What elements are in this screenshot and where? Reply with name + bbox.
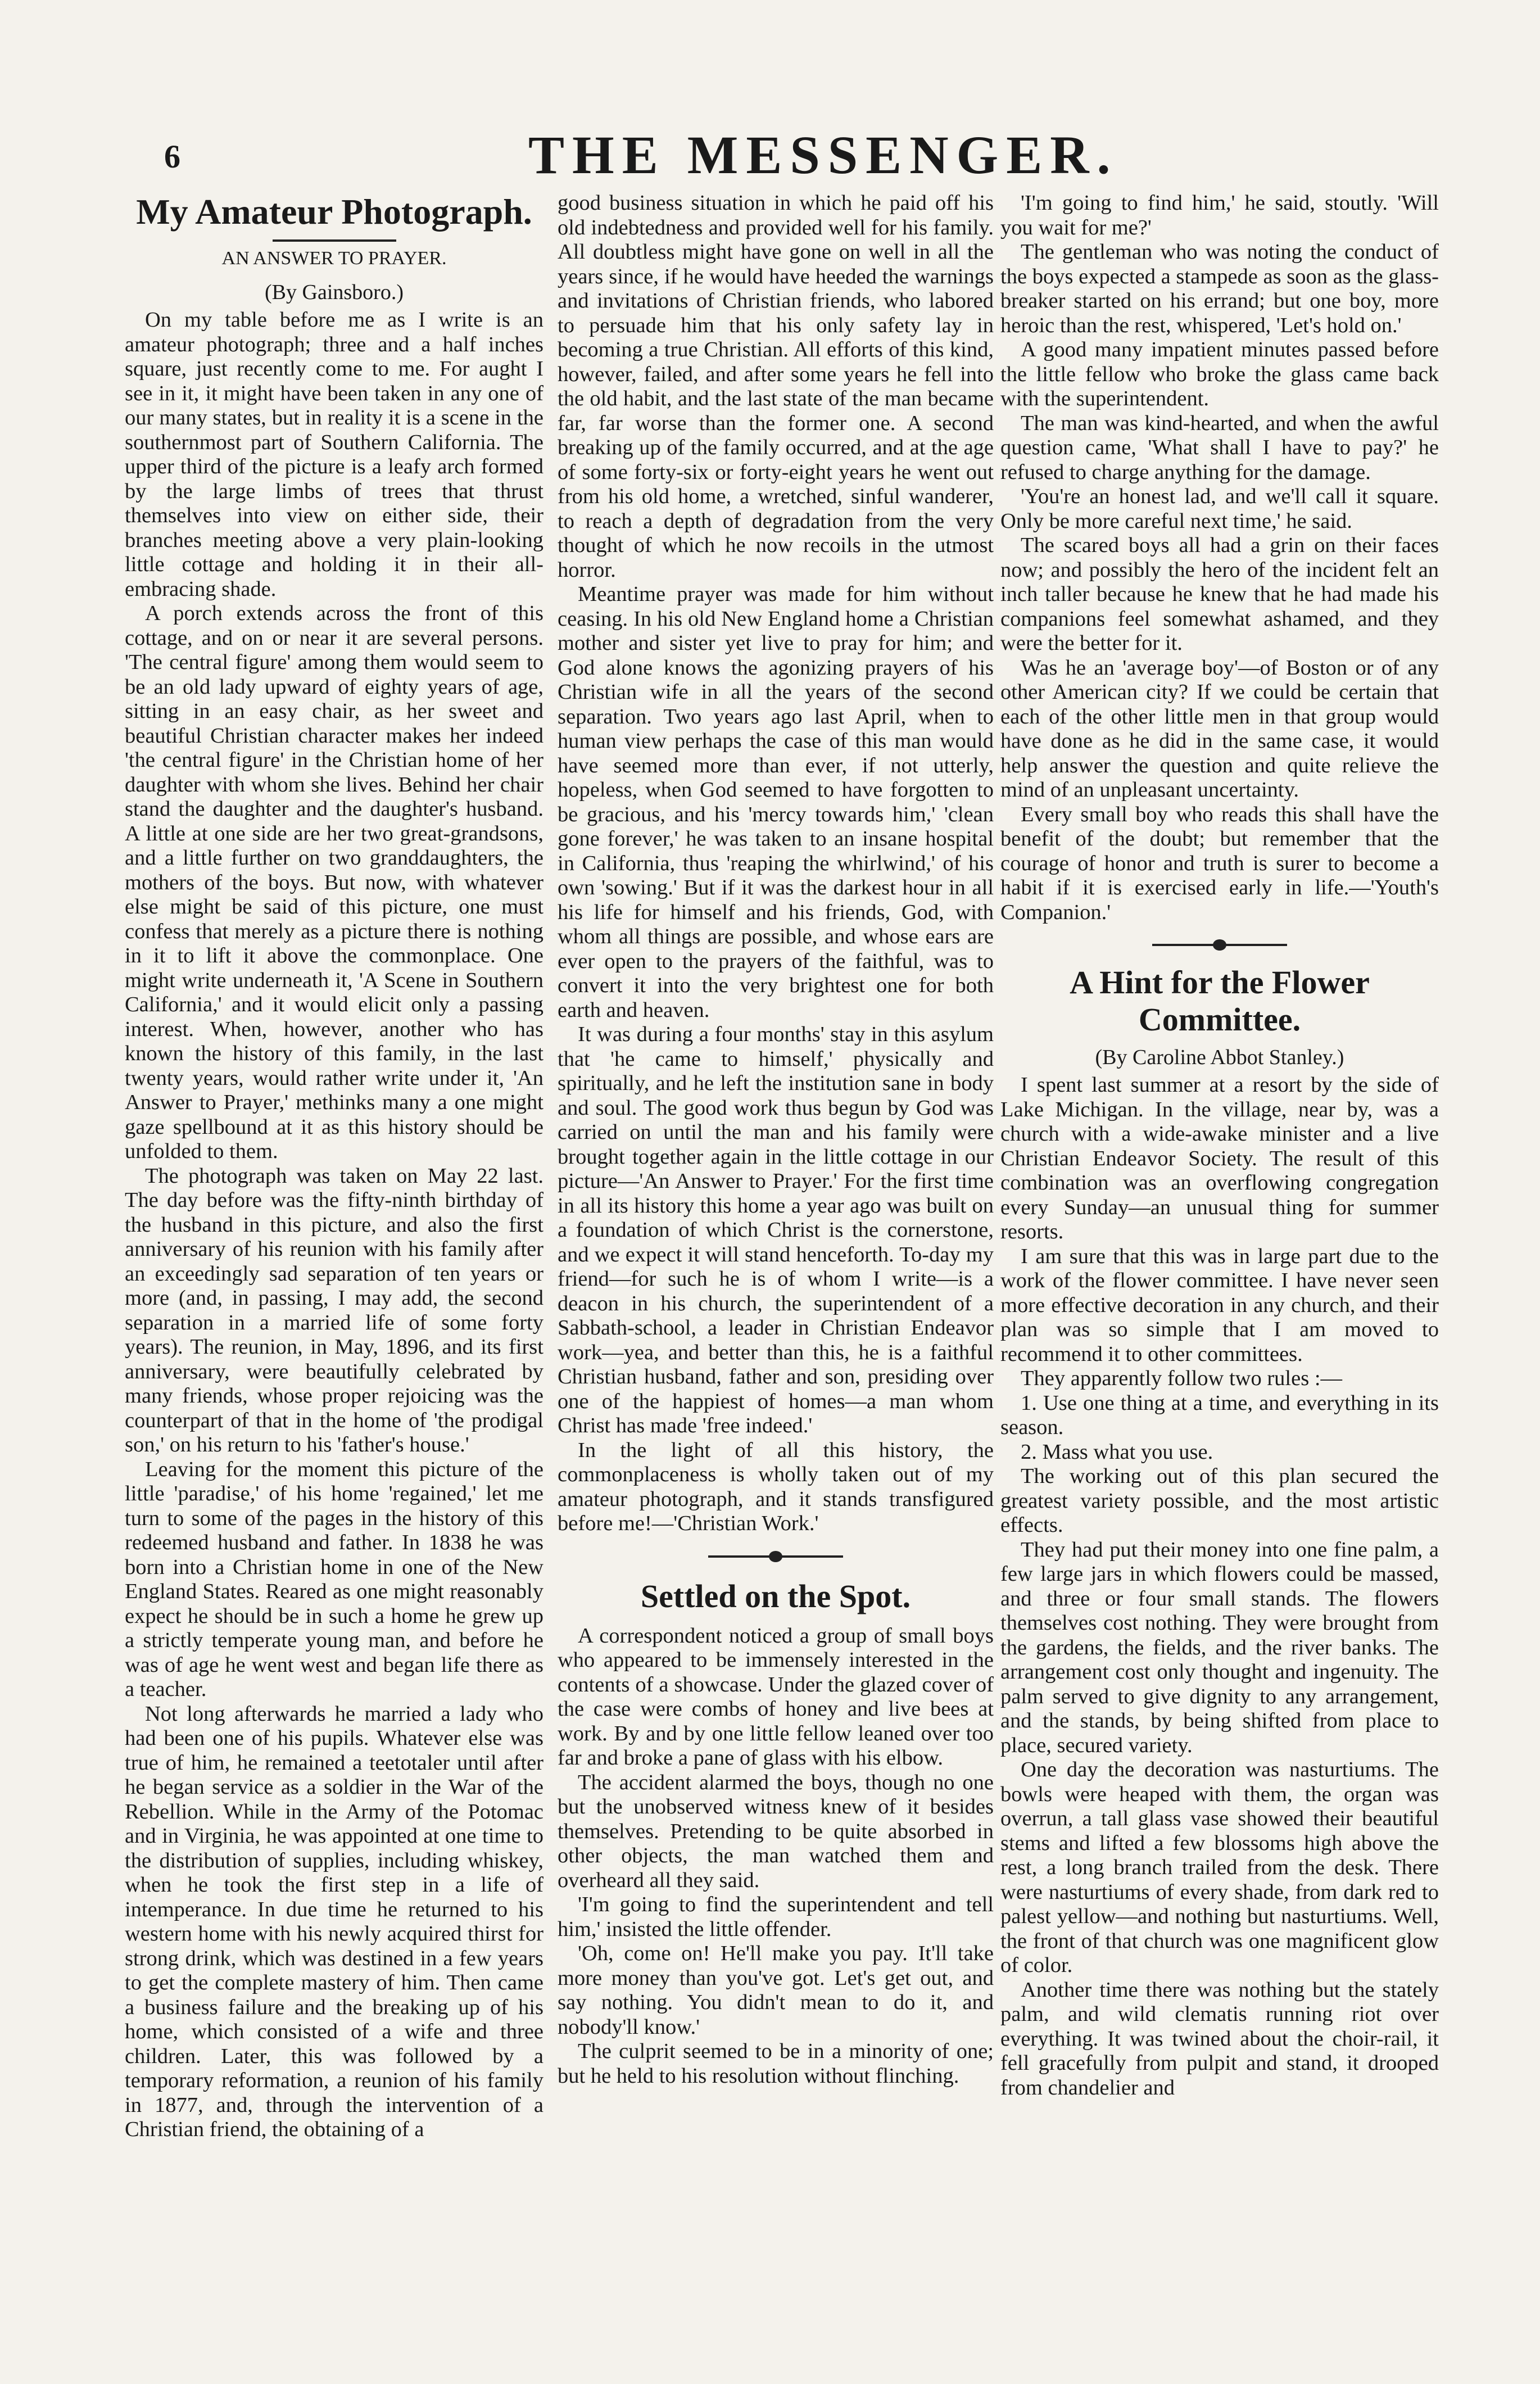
section-divider [708,1551,843,1561]
page-number: 6 [164,138,180,175]
paragraph: I am sure that this was in large part due to the work of the flower committee. I have never seen more effective decoration in any church, and their plan was so simple that I am moved to recommend it to other committees. [1000,1244,1439,1366]
article-byline: (By Caroline Abbot Stanley.) [1095,1046,1344,1069]
article-subtitle: AN ANSWER TO PRAYER. [221,248,447,269]
column-2 [558,191,994,2367]
paragraph: They apparently follow two rules :— [1021,1367,1343,1390]
paragraph: 'I'm going to find the superintendent and tell him,' insisted the little offender. [558,1893,994,1941]
paragraph: Another time there was nothing but the stately palm, and wild clematis running riot over everything. It was twined about the choir-rail, it fell gracefully from pulpit and stand, it drooped from chandelier and [1000,1978,1439,2100]
column-1 [125,191,543,2367]
article-title: My Amateur Photograph. [136,192,532,232]
column-3 [1000,191,1439,2367]
paragraph: The gentleman who was noting the conduct of the boys expected a stampede as soon as the glass-breaker started on his errand; but one boy, more heroic than the rest, whispered, 'Let's hold on.' [1000,240,1439,337]
section-divider [1152,939,1287,949]
paragraph: I spent last summer at a resort by the side of Lake Michigan. In the village, near by, was a church with a wide-awake minister and a live Christian Endeavor Society. The result of this combination was an overflowing congregation every Sunday—an unusual thing for summer resorts. [1000,1073,1439,1243]
paragraph: 1. Use one thing at a time, and everything in its season. [1000,1391,1439,1439]
paragraph: 2. Mass what you use. [1021,1440,1213,1464]
paragraph: 'Oh, come on! He'll make you pay. It'll take more money than you've got. Let's get out, and say nothing. You didn't mean to do it, and nobody'll know.' [558,1942,994,2039]
paragraph: A good many impatient minutes passed before the little fellow who broke the glass came back with the superintendent. [1000,338,1439,410]
masthead [0,121,1540,183]
paragraph: The scared boys all had a grin on their faces now; and possibly the hero of the incident felt an inch taller because he knew that he had made his companions feel somewhat ashamed, and they were the better for it. [1000,533,1439,655]
paragraph: The working out of this plan secured the greatest variety possible, and the most artistic effects. [1000,1464,1439,1537]
divider-ornament [1213,939,1226,951]
divider-ornament [769,1551,782,1562]
paragraph: The photograph was taken on May 22 last. The day before was the fifty-ninth birthday of the husband in this picture, and also the first anniversary of his reunion with his family after an exceedingly sad separation of ten years or more (and, in passing, I may add, the second separation in a married life of some forty years). The reunion, in May, 1896, and its first anniversary, were beautifully celebrated by many friends, whose proper rejoicing was the counterpart of that in the home of 'the prodigal son,' on his return to his 'father's house.' [125,1164,543,1456]
paragraph: The culprit seemed to be in a minority of one; but he held to his resolution without flinching. [558,2039,994,2088]
paragraph: Was he an 'average boy'—of Boston or of any other American city? If we could be certain that each of the other little men in that group would have done as he did in the same case, it would help answer the question and quite relieve the mind of an unpleasant uncertainty. [1000,655,1439,802]
article-byline: (By Gainsboro.) [265,281,404,304]
paragraph: It was during a four months' stay in this asylum that 'he came to himself,' physically and spiritually, and he left the institution sane in body and soul. The good work thus begun by God was carried on until the man and his family were brought together again in the little cottage in our picture—'An Answer to Prayer.' For the first time in all its history this home a year ago was built on a foundation of which Christ is the cornerstone, and we expect it will stand henceforth. To-day my friend—for such he is of whom I write—is a deacon in his church, the superintendent of a Sabbath-school, a leader in Christian Endeavor work—yea, and better than this, he is a faithful Christian husband, father and son, presiding over one of the happiest of homes—a man whom Christ has made 'free indeed.' [558,1023,994,1437]
paragraph: On my table before me as I write is an amateur photograph; three and a half inches square, just recently come to me. For aught I see in it, it might have been taken in any one of our many states, but in reality it is a scene in the southernmost part of Southern California. The upper third of the picture is a leafy arch formed by the large limbs of trees that thrust themselves into view on either side, their branches meeting above a very plain-looking little cottage and holding it in their all-embracing shade. [125,308,543,601]
article-title: A Hint for the Flower Committee. [1070,964,1370,1038]
paper-name: THE MESSENGER. [528,125,1118,185]
paragraph: The accident alarmed the boys, though no one but the unobserved witness knew of it besides themselves. Pretending to be quite absorbed in other objects, the man watched them and overheard all they said. [558,1770,994,1892]
paragraph: Leaving for the moment this picture of the little 'paradise,' of his home 'regained,' let me turn to some of the pages in the history of this redeemed husband and father. In 1838 he was born into a Christian home in one of the New England States. Reared as one might reasonably expect he should be in such a home he grew up a strictly temperate young man, and before he was of age he went west and began life there as a teacher. [125,1457,543,1701]
paragraph: One day the decoration was nasturtiums. The bowls were heaped with them, the organ was overrun, a tall glass vase showed their beautiful stems and lifted a few blossoms high above the rest, a long branch trailed from the desk. There were nasturtiums of every shade, from dark red to palest yellow—and nothing but nasturtiums. Well, the front of that church was one magnificent glow of color. [1000,1758,1439,1977]
paragraph: good business situation in which he paid off his old indebtedness and provided well for his family. All doubtless might have gone on well in all the years since, if he would have heeded the warnings and invitations of Christian friends, who labored to persuade him that his only safety lay in becoming a true Christian. All efforts of this kind, however, failed, and after some years he fell into the old habit, and the last state of the man became far, far worse than the former one. A second breaking up of the family occurred, and at the age of some forty-six or forty-eight years he went out from his old home, a wretched, sinful wanderer, to reach a depth of degradation from the very thought of which he now recoils in the utmost horror. [558,191,994,582]
paragraph: In the light of all this history, the commonplaceness is wholly taken out of my amateur photograph, and it stands transfigured before me!—'Christian Work.' [558,1438,994,1535]
paragraph: 'You're an honest lad, and we'll call it square. Only be more careful next time,' he said. [1000,485,1439,533]
paragraph: 'I'm going to find him,' he said, stoutly. 'Will you wait for me?' [1000,191,1439,239]
paragraph: Meantime prayer was made for him without ceasing. In his old New England home a Christian mother and sister yet live to pray for him; and God alone knows the agonizing prayers of his Christian wife in all the years of the second separation. Two years ago last April, when to human view perhaps the case of this man would have seemed more than ever, if not utterly, hopeless, when God seemed to have forgotten to be gracious, and his 'mercy towards him,' 'clean gone forever,' he was taken to an insane hospital in California, thus 'reaping the whirlwind,' of his own 'sowing.' But if it was the darkest hour in all his life for himself and his friends, God, with whom all things are possible, and whose ears are ever open to the prayers of the faithful, was to convert it into the very brightest one for both earth and heaven. [558,582,994,1022]
paragraph: Not long afterwards he married a lady who had been one of his pupils. Whatever else was true of him, he remained a teetotaler until after he began service as a soldier in the War of the Rebellion. While in the Army of the Potomac and in Virginia, he was appointed at one time to the distribution of supplies, including whiskey, when he took the first step in a life of intemperance. In due time he returned to his western home with his newly acquired thirst for strong drink, which was destined in a few years to get the complete mastery of him. Then came a business failure and the breaking up of his home, which consisted of a wife and three children. Later, this was followed by a temporary reformation, a reunion of his family in 1877, and, through the intervention of a Christian friend, the obtaining of a [125,1702,543,2141]
paragraph: Every small boy who reads this shall have the benefit of the doubt; but remember that the courage of honor and truth is surer to become a habit if it is exercised early in life.—'Youth's Companion.' [1000,802,1439,924]
paragraph: They had put their money into one fine palm, a few large jars in which flowers could be massed, and three or four small stands. The flowers themselves cost nothing. They were brought from the gardens, the fields, and the river banks. The arrangement cost only thought and ingenuity. The palm served to give dignity to any arrangement, and the stands, by being shifted from place to place, secured variety. [1000,1537,1439,1757]
paragraph: A correspondent noticed a group of small boys who appeared to be immensely interested in the contents of a showcase. Under the glazed cover of the case were combs of honey and live bees at work. By and by one little fellow leaned over too far and broke a pane of glass with his elbow. [558,1623,994,1770]
paragraph: The man was kind-hearted, and when the awful question came, 'What shall I have to pay?' he refused to charge anything for the damage. [1000,411,1439,484]
paragraph: A porch extends across the front of this cottage, and on or near it are several persons. 'The central figure' among them would seem to be an old lady upward of eighty years of age, sitting in an easy chair, as her sweet and beautiful Christian character makes her indeed 'the central figure' in the Christian home of her daughter with whom she lives. Behind her chair stand the daughter and the daughter's husband. A little at one side are her two great-grandsons, and a little further on two granddaughters, the mothers of the boys. But now, with whatever else might be said of this picture, one must confess that merely as a picture there is nothing in it to lift it above the commonplace. One might write underneath it, 'A Scene in Southern California,' and it would elicit only a passing interest. When, however, another who has known the history of this family, in the last twenty years, would rather write under it, 'An Answer to Prayer,' methinks many a one might gaze spellbound at it as this history should be unfolded to them. [125,601,543,1163]
article-title: Settled on the Spot. [640,1577,911,1614]
title-rule [273,239,396,242]
